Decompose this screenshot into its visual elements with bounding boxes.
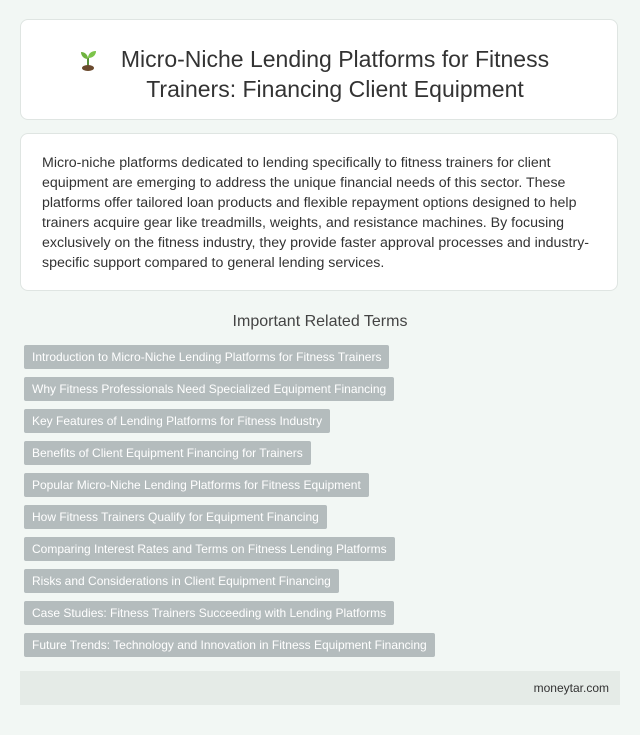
title-card — [20, 19, 618, 120]
footer — [20, 671, 620, 705]
related-term-tag[interactable]: How Fitness Trainers Qualify for Equipment Financing — [24, 505, 327, 529]
related-term-tag[interactable]: Comparing Interest Rates and Terms on Fitness Lending Platforms — [24, 537, 395, 561]
footer-site-link[interactable]: moneytar.com — [533, 681, 609, 695]
related-terms-heading: Important Related Terms — [232, 313, 408, 330]
related-term-tag[interactable]: Risks and Considerations in Client Equipment Financing — [24, 569, 339, 593]
related-term-tag[interactable]: Key Features of Lending Platforms for Fitness Industry — [24, 409, 330, 433]
related-term-tag[interactable]: Popular Micro-Niche Lending Platforms for Fitness Equipment — [24, 473, 369, 497]
intro-card — [20, 133, 618, 291]
related-term-tag[interactable]: Why Fitness Professionals Need Specialized Equipment Financing — [24, 377, 394, 401]
intro-paragraph: Micro-niche platforms dedicated to lending specifically to fitness trainers for client equipment are emerging to address the unique financial needs of this sector. These platforms offer tailored loan products and flexible repayment options designed to help trainers acquire gear like treadmills, weights, and resistance machines. By focusing exclusively on the fitness industry, they provide faster approval processes and industry-specific support compared to general lending services. — [42, 155, 590, 271]
page-title: Micro-Niche Lending Platforms for Fitness Trainers: Financing Client Equipment — [120, 46, 550, 102]
related-term-tag[interactable]: Benefits of Client Equipment Financing for Trainers — [24, 441, 311, 465]
related-term-tag[interactable]: Case Studies: Fitness Trainers Succeeding with Lending Platforms — [24, 601, 394, 625]
related-term-tag[interactable]: Future Trends: Technology and Innovation in Fitness Equipment Financing — [24, 633, 435, 657]
related-term-tag[interactable]: Introduction to Micro-Niche Lending Platforms for Fitness Trainers — [24, 345, 389, 369]
